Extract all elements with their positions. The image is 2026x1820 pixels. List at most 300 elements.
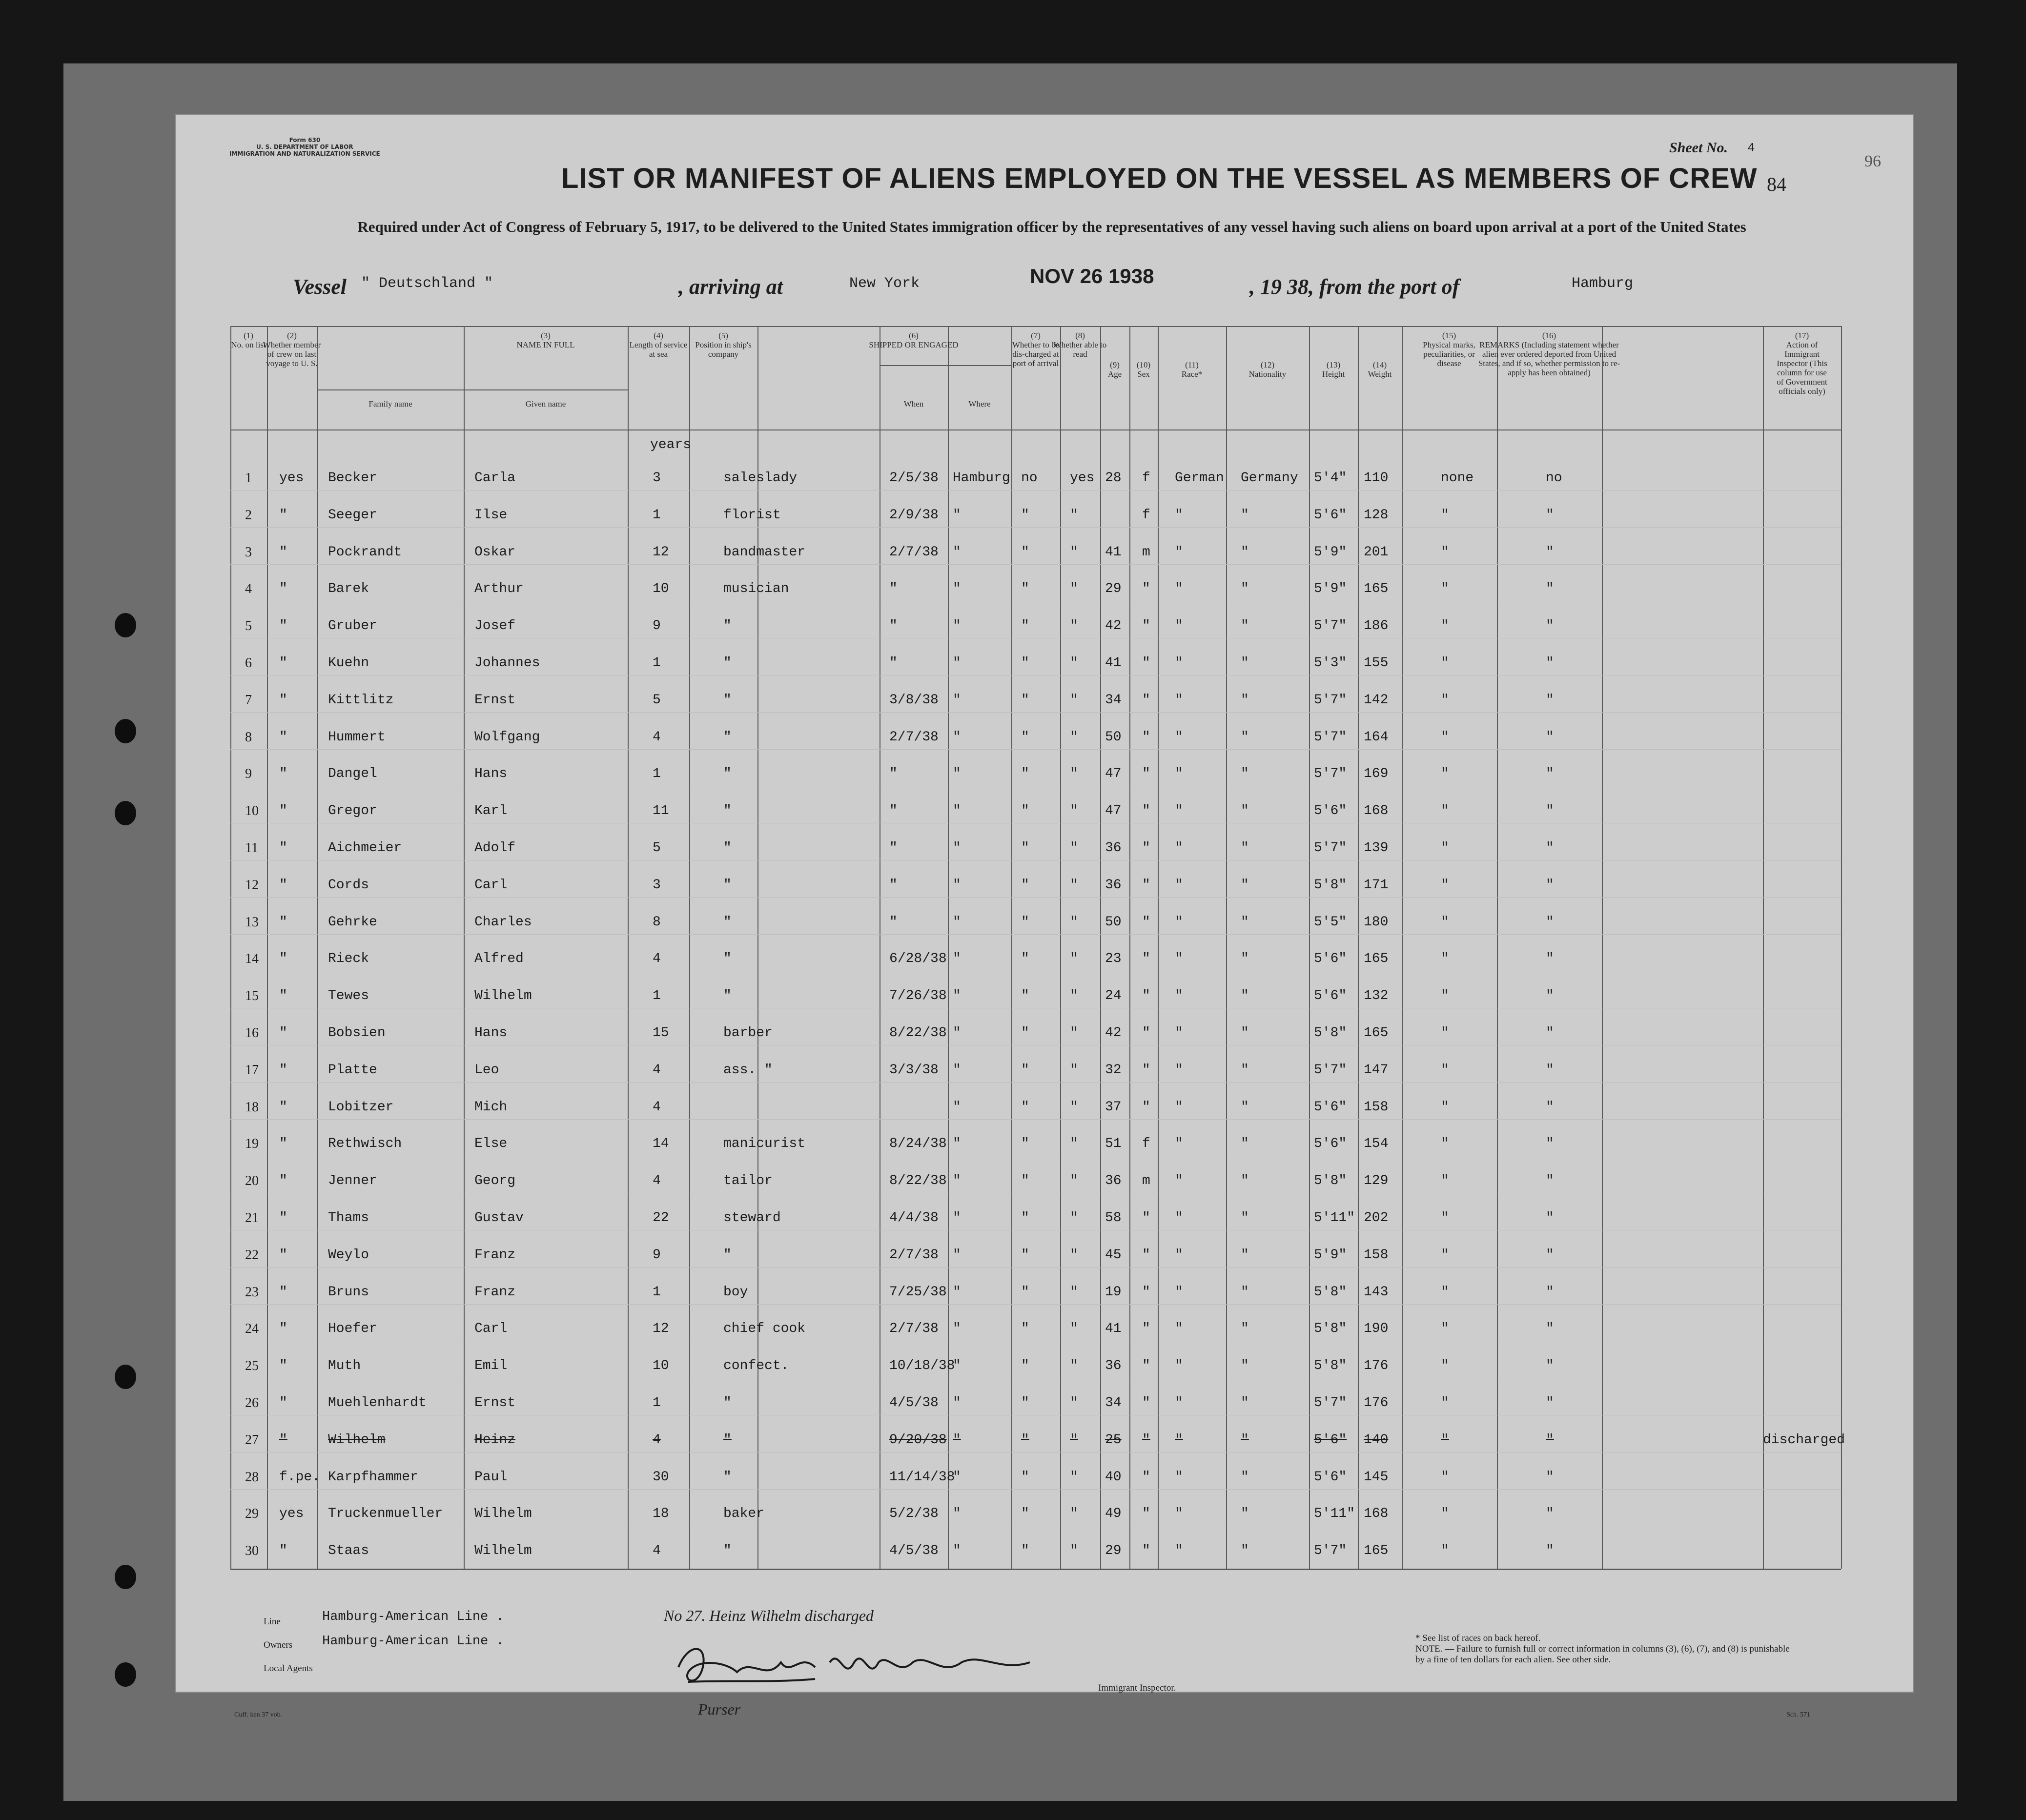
table-cell: " — [953, 1321, 961, 1337]
table-cell: Truckenmueller — [328, 1506, 443, 1522]
table-cell: Georg — [474, 1173, 516, 1189]
table-cell: 11 — [245, 840, 258, 856]
table-cell: " — [1070, 1173, 1078, 1189]
table-cell: " — [1241, 1284, 1249, 1300]
table-cell: 176 — [1364, 1395, 1389, 1411]
table-cell: " — [1142, 1506, 1150, 1522]
manifest-sheet — [175, 114, 1914, 1718]
table-cell: 2/5/38 — [889, 470, 939, 486]
table-cell: " — [1175, 803, 1183, 819]
form-number: Form 630 — [289, 137, 321, 143]
table-cell: 30 — [245, 1543, 259, 1559]
table-cell: Hamburg — [953, 470, 1010, 486]
table-cell: 4/5/38 — [889, 1543, 939, 1559]
table-cell: yes — [279, 1506, 304, 1522]
table-cell: ass. " — [723, 1062, 773, 1078]
table-cell: " — [1175, 1432, 1183, 1448]
table-cell: " — [1021, 877, 1029, 893]
table-cell: " — [953, 1284, 961, 1300]
table-cell: f — [1142, 470, 1150, 486]
local-agents-label: Local Agents — [264, 1663, 313, 1674]
table-cell: " — [279, 507, 287, 523]
table-cell: " — [279, 1210, 287, 1226]
table-cell: " — [1021, 1099, 1029, 1115]
table-cell: " — [953, 1506, 961, 1522]
table-cell: 4 — [653, 1432, 661, 1448]
table-cell: 2/9/38 — [889, 507, 939, 523]
table-cell: 5 — [653, 692, 661, 708]
table-cell: " — [1175, 1247, 1183, 1263]
table-cell: " — [1546, 1136, 1554, 1152]
table-cell: Gregor — [328, 803, 377, 819]
table-cell: " — [1021, 1025, 1029, 1041]
table-cell: 24 — [245, 1321, 259, 1337]
table-cell: Gustav — [474, 1210, 524, 1226]
column-header: (11) Race* — [1181, 360, 1203, 379]
table-cell: 169 — [1364, 766, 1389, 782]
table-cell: " — [889, 803, 898, 819]
table-cell: " — [1021, 1395, 1029, 1411]
table-cell: " — [1175, 988, 1183, 1004]
table-cell: " — [1070, 840, 1078, 856]
table-cell: " — [1441, 655, 1449, 671]
table-cell: Heinz — [474, 1432, 516, 1448]
table-cell: 176 — [1364, 1358, 1389, 1374]
column-header: (14) Weight — [1368, 360, 1392, 379]
table-cell: 9/20/38 — [889, 1432, 947, 1448]
table-cell: " — [1546, 1469, 1554, 1485]
table-cell: " — [1441, 1321, 1449, 1337]
table-cell: 12 — [245, 877, 259, 893]
table-cell: 10 — [653, 1358, 669, 1374]
table-cell: " — [1441, 1136, 1449, 1152]
table-cell: " — [1441, 840, 1449, 856]
table-cell: 168 — [1364, 803, 1389, 819]
table-cell: " — [723, 1469, 732, 1485]
table-cell: 1 — [653, 1284, 661, 1300]
table-cell: 15 — [653, 1025, 669, 1041]
table-cell: " — [1175, 1062, 1183, 1078]
table-cell: " — [953, 1469, 961, 1485]
table-cell: " — [1175, 766, 1183, 782]
table-cell: confect. — [723, 1358, 789, 1374]
table-cell: " — [1175, 1469, 1183, 1485]
table-cell: 132 — [1364, 988, 1389, 1004]
table-cell: " — [279, 951, 287, 967]
table-cell: m — [1142, 1173, 1150, 1189]
table-cell: " — [1546, 951, 1554, 967]
footnote: * See list of races on back hereof. NOTE. — Failure to furnish full or correct information in columns (3), (6), (7), and (8) is punishable by a fine of ten dollars for each alien. See other side. — [1415, 1633, 1790, 1665]
table-cell: 9 — [245, 766, 252, 782]
table-cell: " — [1142, 1099, 1150, 1115]
table-cell: " — [1241, 1395, 1249, 1411]
table-cell: " — [953, 1543, 961, 1559]
table-cell: " — [1546, 544, 1554, 560]
table-cell: " — [1070, 1136, 1078, 1152]
table-cell: " — [1241, 840, 1249, 856]
table-cell: 49 — [1105, 1506, 1122, 1522]
table-cell: " — [889, 618, 898, 634]
table-cell: 11/14/38 — [889, 1469, 955, 1485]
table-cell: 26 — [245, 1395, 259, 1411]
table-cell: " — [1241, 988, 1249, 1004]
table-cell: " — [1175, 1284, 1183, 1300]
column-rule — [1129, 326, 1130, 1569]
table-cell: " — [279, 1543, 287, 1559]
table-cell: " — [723, 951, 732, 967]
table-cell: " — [1175, 655, 1183, 671]
table-cell: Muehlenhardt — [328, 1395, 427, 1411]
table-cell: " — [953, 1432, 961, 1448]
table-cell: " — [1241, 1136, 1249, 1152]
table-cell: " — [1175, 1395, 1183, 1411]
table-cell: " — [1546, 581, 1554, 597]
table-cell: 22 — [653, 1210, 669, 1226]
table-cell: " — [889, 655, 898, 671]
column-header: Where — [968, 399, 991, 409]
table-cell: " — [1241, 1247, 1249, 1263]
table-cell: 5'8" — [1314, 877, 1347, 893]
table-cell: " — [953, 618, 961, 634]
table-cell: " — [1546, 988, 1554, 1004]
table-cell: bandmaster — [723, 544, 806, 560]
column-rule — [1226, 326, 1227, 1569]
table-cell: 50 — [1105, 729, 1122, 745]
table-cell: " — [1142, 581, 1150, 597]
binder-hole — [115, 1565, 136, 1589]
table-cell: " — [279, 803, 287, 819]
table-cell: 5'11" — [1314, 1210, 1355, 1226]
table-cell: 51 — [1105, 1136, 1122, 1152]
table-cell: 5'6" — [1314, 1099, 1347, 1115]
table-cell: Germany — [1241, 470, 1298, 486]
table-cell: 41 — [1105, 1321, 1122, 1337]
table-cell: " — [1070, 692, 1078, 708]
table-cell: " — [1021, 1210, 1029, 1226]
table-cell: " — [953, 914, 961, 930]
table-cell: " — [953, 1210, 961, 1226]
table-cell: " — [279, 1358, 287, 1374]
table-cell: " — [1142, 1395, 1150, 1411]
table-cell: " — [723, 803, 732, 819]
table-cell: Staas — [328, 1543, 369, 1559]
table-cell: " — [1175, 507, 1183, 523]
table-cell: " — [1546, 1506, 1554, 1522]
table-cell: " — [1070, 951, 1078, 967]
table-cell: " — [1441, 803, 1449, 819]
table-cell: " — [1546, 914, 1554, 930]
table-cell: " — [723, 988, 732, 1004]
table-cell: Aichmeier — [328, 840, 402, 856]
table-cell: Wilhelm — [474, 988, 532, 1004]
table-cell: 168 — [1364, 1506, 1389, 1522]
table-cell: musician — [723, 581, 789, 597]
table-cell: " — [1021, 1136, 1029, 1152]
table-cell: 29 — [1105, 1543, 1122, 1559]
column-header: (12) Nationality — [1248, 360, 1287, 379]
table-cell: " — [279, 729, 287, 745]
discharge-note: No 27. Heinz Wilhelm discharged — [664, 1607, 874, 1624]
table-cell: 50 — [1105, 914, 1122, 930]
table-cell: " — [1021, 1432, 1029, 1448]
table-cell: " — [1546, 692, 1554, 708]
table-cell: " — [1441, 1432, 1449, 1448]
table-cell: 6 — [245, 655, 252, 671]
table-cell: 41 — [1105, 544, 1122, 560]
table-cell: " — [953, 1395, 961, 1411]
table-cell: " — [1021, 507, 1029, 523]
table-cell: Hoefer — [328, 1321, 377, 1337]
table-cell: 5'7" — [1314, 1062, 1347, 1078]
table-cell: " — [1021, 803, 1029, 819]
table-cell: 5'8" — [1314, 1025, 1347, 1041]
table-cell: 9 — [653, 1247, 661, 1263]
table-cell: " — [1441, 951, 1449, 967]
table-cell: " — [1070, 1358, 1078, 1374]
table-cell: 139 — [1364, 840, 1389, 856]
table-cell: " — [1441, 877, 1449, 893]
table-cell: 37 — [1105, 1099, 1122, 1115]
table-cell: 1 — [245, 470, 252, 486]
table-cell: " — [1241, 692, 1249, 708]
table-cell: 201 — [1364, 544, 1389, 560]
table-cell: 34 — [1105, 1395, 1122, 1411]
table-cell: " — [1021, 581, 1029, 597]
table-cell: 41 — [1105, 655, 1122, 671]
table-cell: " — [1142, 914, 1150, 930]
table-cell: " — [953, 1062, 961, 1078]
table-cell: 47 — [1105, 766, 1122, 782]
table-cell: " — [1546, 1543, 1554, 1559]
table-cell: Gehrke — [328, 914, 377, 930]
table-cell: 154 — [1364, 1136, 1389, 1152]
table-cell: 3/3/38 — [889, 1062, 939, 1078]
table-cell: yes — [279, 470, 304, 486]
table-cell: 8 — [245, 729, 252, 745]
table-cell: 36 — [1105, 840, 1122, 856]
table-cell: 12 — [653, 1321, 669, 1337]
table-cell: 2/7/38 — [889, 1321, 939, 1337]
table-cell: " — [279, 1284, 287, 1300]
table-cell: 23 — [1105, 951, 1122, 967]
table-cell: 36 — [1105, 877, 1122, 893]
column-rule — [628, 326, 629, 1569]
table-cell: " — [953, 1099, 961, 1115]
table-cell: Becker — [328, 470, 377, 486]
table-cell: Franz — [474, 1284, 516, 1300]
table-cell: " — [1021, 729, 1029, 745]
table-cell: " — [1021, 1321, 1029, 1337]
table-cell: 1 — [653, 766, 661, 782]
table-cell: " — [279, 1247, 287, 1263]
table-cell: 155 — [1364, 655, 1389, 671]
table-cell: " — [1070, 988, 1078, 1004]
table-cell: " — [953, 803, 961, 819]
sheet-number-label: Sheet No. — [1669, 140, 1728, 156]
table-cell: " — [889, 766, 898, 782]
column-rule — [1011, 326, 1012, 1569]
table-cell: " — [1241, 914, 1249, 930]
table-cell: " — [279, 692, 287, 708]
table-cell: no — [1546, 470, 1562, 486]
binder-hole — [115, 801, 136, 825]
table-cell: " — [1241, 544, 1249, 560]
table-cell: " — [1021, 766, 1029, 782]
column-rule — [464, 326, 465, 1569]
table-cell: " — [1241, 877, 1249, 893]
table-cell: " — [1021, 1284, 1029, 1300]
crew-table — [230, 326, 1845, 1598]
table-cell: " — [1175, 692, 1183, 708]
table-cell: discharged — [1763, 1432, 1845, 1448]
table-cell: " — [1241, 1062, 1249, 1078]
table-cell: " — [1441, 1506, 1449, 1522]
vessel-label: Vessel — [293, 275, 347, 299]
sheet-number: 4 — [1747, 141, 1755, 155]
table-cell: 158 — [1364, 1247, 1389, 1263]
table-cell: 4 — [653, 1062, 661, 1078]
table-cell: Seeger — [328, 507, 377, 523]
table-cell: " — [723, 1395, 732, 1411]
table-cell: 5'7" — [1314, 1395, 1347, 1411]
table-cell: " — [1241, 803, 1249, 819]
table-cell: " — [1070, 803, 1078, 819]
table-cell: " — [1070, 1062, 1078, 1078]
table-cell: " — [1241, 1432, 1249, 1448]
table-cell: 12 — [653, 544, 669, 560]
table-cell: " — [1142, 766, 1150, 782]
column-rule — [1158, 326, 1159, 1569]
table-cell: Platte — [328, 1062, 377, 1078]
table-cell: " — [1142, 1432, 1150, 1448]
table-cell: 165 — [1364, 1025, 1389, 1041]
table-cell: 3 — [653, 877, 661, 893]
table-cell: " — [1546, 1358, 1554, 1374]
table-cell: " — [1175, 1136, 1183, 1152]
table-cell: " — [953, 951, 961, 967]
table-cell: 5 — [653, 840, 661, 856]
line-value: Hamburg-American Line . — [322, 1610, 504, 1624]
table-cell: " — [953, 840, 961, 856]
table-cell: Bobsien — [328, 1025, 386, 1041]
table-cell: " — [1142, 1025, 1150, 1041]
table-cell: 32 — [1105, 1062, 1122, 1078]
table-cell: " — [1142, 988, 1150, 1004]
column-header: When — [903, 399, 924, 409]
table-cell: 4 — [653, 729, 661, 745]
page-title: LIST OR MANIFEST OF ALIENS EMPLOYED ON THE VESSEL AS MEMBERS OF CREW — [561, 163, 1758, 194]
table-cell: " — [1241, 729, 1249, 745]
table-cell: " — [279, 1062, 287, 1078]
table-cell: 8/22/38 — [889, 1025, 947, 1041]
table-cell: Carl — [474, 1321, 508, 1337]
table-cell: " — [889, 581, 898, 597]
table-cell: baker — [723, 1506, 765, 1522]
table-cell: 28 — [245, 1469, 259, 1485]
binder-hole — [115, 1662, 136, 1687]
table-cell: " — [1546, 1173, 1554, 1189]
table-cell: " — [1021, 618, 1029, 634]
table-cell: " — [953, 1025, 961, 1041]
table-cell: Johannes — [474, 655, 540, 671]
table-cell: " — [1441, 581, 1449, 597]
table-cell: yes — [1070, 470, 1095, 486]
table-cell: " — [953, 877, 961, 893]
table-cell: manicurist — [723, 1136, 806, 1152]
table-cell: " — [1142, 1284, 1150, 1300]
table-cell: " — [1441, 1358, 1449, 1374]
table-cell: 1 — [653, 1395, 661, 1411]
table-cell: 45 — [1105, 1247, 1122, 1263]
table-cell: " — [279, 1173, 287, 1189]
service: IMMIGRATION AND NATURALIZATION SERVICE — [229, 150, 380, 157]
table-cell: " — [1175, 1543, 1183, 1559]
table-cell: Arthur — [474, 581, 524, 597]
column-header: (5) Position in ship's company — [695, 331, 752, 359]
table-cell: " — [1546, 655, 1554, 671]
table-cell: " — [1070, 655, 1078, 671]
table-cell: " — [1175, 729, 1183, 745]
table-cell: 10 — [245, 803, 259, 819]
table-cell: " — [279, 1025, 287, 1041]
department: U. S. DEPARTMENT OF LABOR — [256, 143, 353, 150]
table-cell: 5'8" — [1314, 1321, 1347, 1337]
table-cell: " — [1441, 618, 1449, 634]
table-cell: 2 — [245, 507, 252, 523]
table-cell: " — [1142, 1321, 1150, 1337]
table-cell: " — [1070, 544, 1078, 560]
table-cell: 7/26/38 — [889, 988, 947, 1004]
table-cell: 5'6" — [1314, 988, 1347, 1004]
table-cell: Bruns — [328, 1284, 369, 1300]
table-cell: 25 — [245, 1358, 259, 1374]
table-cell: 140 — [1364, 1432, 1389, 1448]
table-cell: " — [1142, 803, 1150, 819]
table-cell: 5'7" — [1314, 766, 1347, 782]
arriving-label: , arriving at — [678, 275, 783, 299]
table-cell: Oskar — [474, 544, 516, 560]
table-cell: " — [1070, 766, 1078, 782]
table-cell: " — [1142, 1358, 1150, 1374]
table-cell: m — [1142, 544, 1150, 560]
table-cell: " — [1070, 1321, 1078, 1337]
table-cell: " — [1546, 618, 1554, 634]
table-cell: 14 — [653, 1136, 669, 1152]
column-header: Family name — [368, 399, 412, 409]
table-cell: Ernst — [474, 1395, 516, 1411]
table-cell: " — [1070, 1284, 1078, 1300]
table-cell: " — [1021, 1506, 1029, 1522]
handwritten-page-number: 84 — [1767, 173, 1786, 195]
table-cell: " — [953, 692, 961, 708]
table-cell: 22 — [245, 1247, 259, 1263]
table-cell: Barek — [328, 581, 369, 597]
table-cell: saleslady — [723, 470, 798, 486]
table-cell: " — [1175, 840, 1183, 856]
table-cell: Franz — [474, 1247, 516, 1263]
table-cell: " — [1175, 1025, 1183, 1041]
table-cell: florist — [723, 507, 781, 523]
table-cell: " — [723, 618, 732, 634]
inspector-label: Immigrant Inspector. — [1098, 1683, 1176, 1693]
table-cell: " — [1241, 1025, 1249, 1041]
table-cell: " — [953, 766, 961, 782]
table-cell: " — [1546, 1395, 1554, 1411]
table-cell: 4 — [653, 951, 661, 967]
table-cell: 5'7" — [1314, 618, 1347, 634]
table-cell: " — [1241, 1210, 1249, 1226]
table-cell: " — [953, 507, 961, 523]
